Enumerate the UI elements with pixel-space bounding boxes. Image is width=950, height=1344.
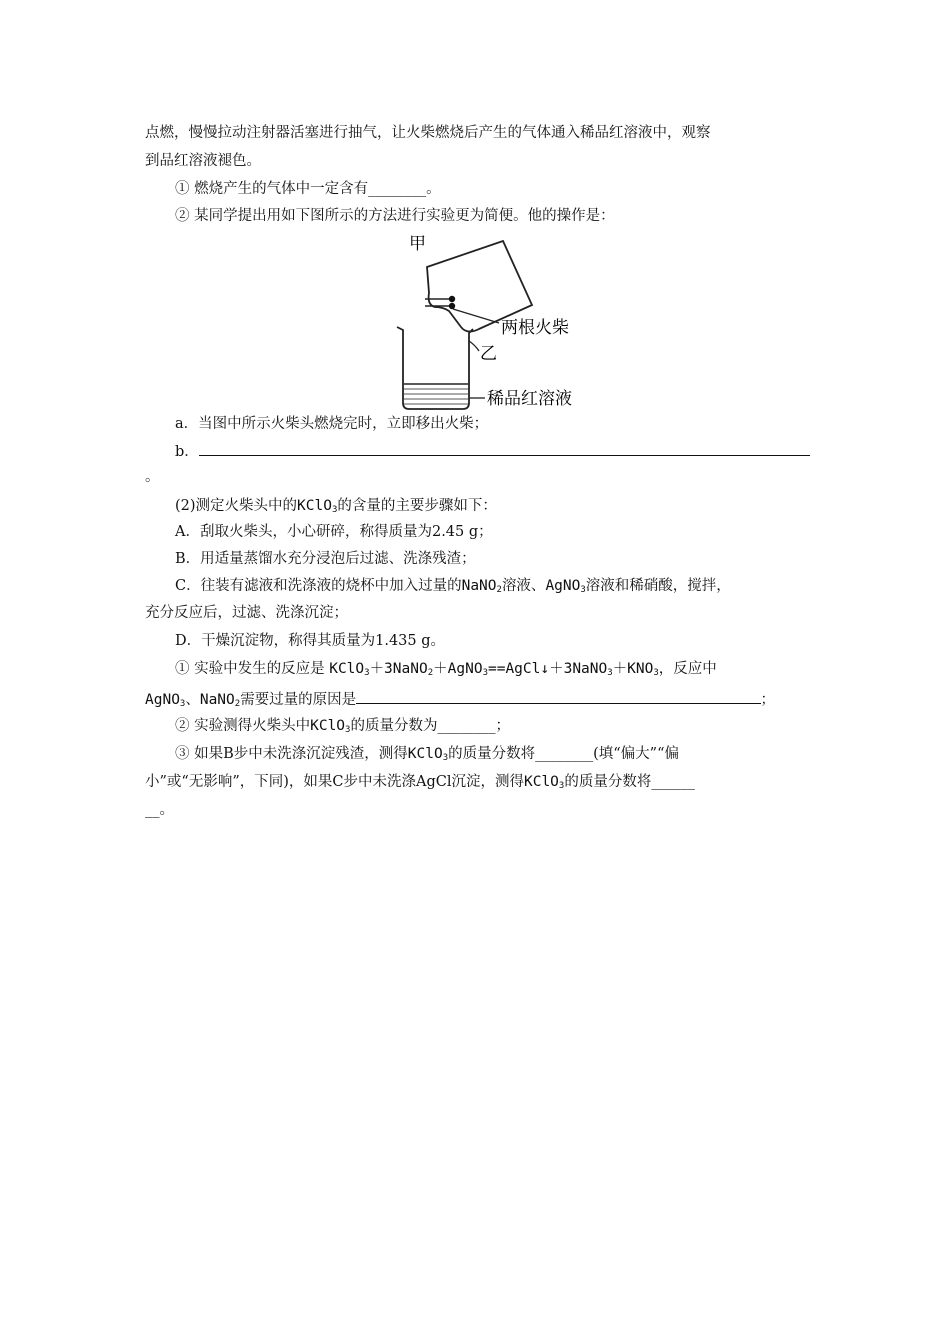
reaction-line-2: AgNO$_3$、NaNO$_2$ 需要过量的原因是 ；	[145, 688, 775, 710]
part2-intro-post: 的含量的主要步骤如下：	[337, 498, 497, 514]
label-matches: 两根火柴	[501, 318, 569, 338]
step-C-line-1: C．往装有滤液和洗涤液的烧杯中加入过量的NaNO$_2$溶液、AgNO$_3$溶液和稀硝酸，搅拌，	[175, 578, 731, 595]
match-head-1	[449, 296, 455, 302]
mass-fraction-pre: ② 实验测得火柴头中	[175, 718, 311, 734]
label-solution: 稀品红溶液	[487, 389, 572, 409]
step-a: a．当图中所示火柴头燃烧完时，立即移出火柴；	[175, 416, 489, 432]
beaker-yi-shape	[397, 327, 473, 409]
question-error-line-2: 小”或“无影响”，下同)，如果C步中未洗涤AgCl沉淀，测得KClO$_3$的质量分数将______	[145, 774, 695, 791]
experiment-figure	[395, 233, 595, 413]
error-line-1-post: 的质量分数将________(填“偏大”“偏	[448, 746, 680, 762]
answer-blank-b	[199, 440, 810, 456]
step-B: B．用适量蒸馏水充分浸泡后过滤、洗涤残渣；	[175, 551, 476, 567]
label-jia: 甲	[409, 234, 426, 254]
step-b	[175, 440, 810, 462]
error-line-2-post: 的质量分数将______	[564, 774, 695, 790]
match-head-2	[449, 303, 455, 309]
part2-intro-pre: (2)测定火柴头中的	[175, 498, 298, 514]
question-error-line-1: ③ 如果B步中未洗涤沉淀残渣，测得KClO$_3$的质量分数将________(填“偏大”“偏	[175, 746, 680, 763]
part2-intro: (2)测定火柴头中的KClO$_3$的含量的主要步骤如下：	[175, 498, 497, 515]
reaction-reason-label: 需要过量的原因是	[240, 692, 357, 708]
mass-fraction-post: 的质量分数为________；	[350, 718, 510, 734]
reaction-post: ，反应中	[658, 661, 717, 677]
error-line-2-pre: 小”或“无影响”，下同)，如果C步中未洗涤AgCl沉淀，测得	[145, 774, 524, 790]
label-yi: 乙	[480, 344, 497, 364]
error-line-1-pre: ③ 如果B步中未洗涤沉淀残渣，测得	[175, 746, 408, 762]
step-b-prefix: b．	[175, 444, 199, 460]
paragraph-line-2: 到品红溶液褪色。	[145, 153, 261, 169]
reaction-line-1	[175, 659, 810, 679]
reaction-line-2-end: ；	[760, 692, 775, 708]
step-C-mid: 溶液、	[501, 578, 546, 594]
step-A: A．刮取火柴头，小心研碎，称得质量为2.45 g；	[175, 524, 493, 540]
step-b-end: 。	[145, 469, 160, 485]
question-mass-fraction: ② 实验测得火柴头中KClO$_3$的质量分数为________；	[175, 718, 510, 735]
paragraph-line-1: 点燃，慢慢拉动注射器活塞进行抽气，让火柴燃烧后产生的气体通入稀品红溶液中，观察	[145, 125, 711, 141]
reaction-pre: ① 实验中发生的反应是	[175, 661, 325, 677]
answer-blank-reason	[356, 688, 760, 704]
question-error-line-3: __。	[145, 802, 174, 818]
reaction-equation: $KClO_3+3NaNO_2+AgNO_3==AgCl↓+3NaNO_3+KNO_3$	[329, 661, 659, 678]
leader-line-yi	[469, 341, 479, 351]
question-1: ① 燃烧产生的气体中一定含有________。	[175, 181, 441, 197]
question-2: ② 某同学提出用如下图所示的方法进行实验更为简便。他的操作是：	[175, 208, 615, 224]
step-C-line-2: 充分反应后，过滤、洗涤沉淀；	[145, 605, 348, 621]
leader-line-matches	[453, 309, 499, 323]
step-C-pre: C．往装有滤液和洗涤液的烧杯中加入过量的	[175, 578, 462, 594]
step-D: D．干燥沉淀物，称得其质量为1.435 g。	[175, 633, 446, 649]
step-C-post: 溶液和稀硝酸，搅拌，	[585, 578, 731, 594]
